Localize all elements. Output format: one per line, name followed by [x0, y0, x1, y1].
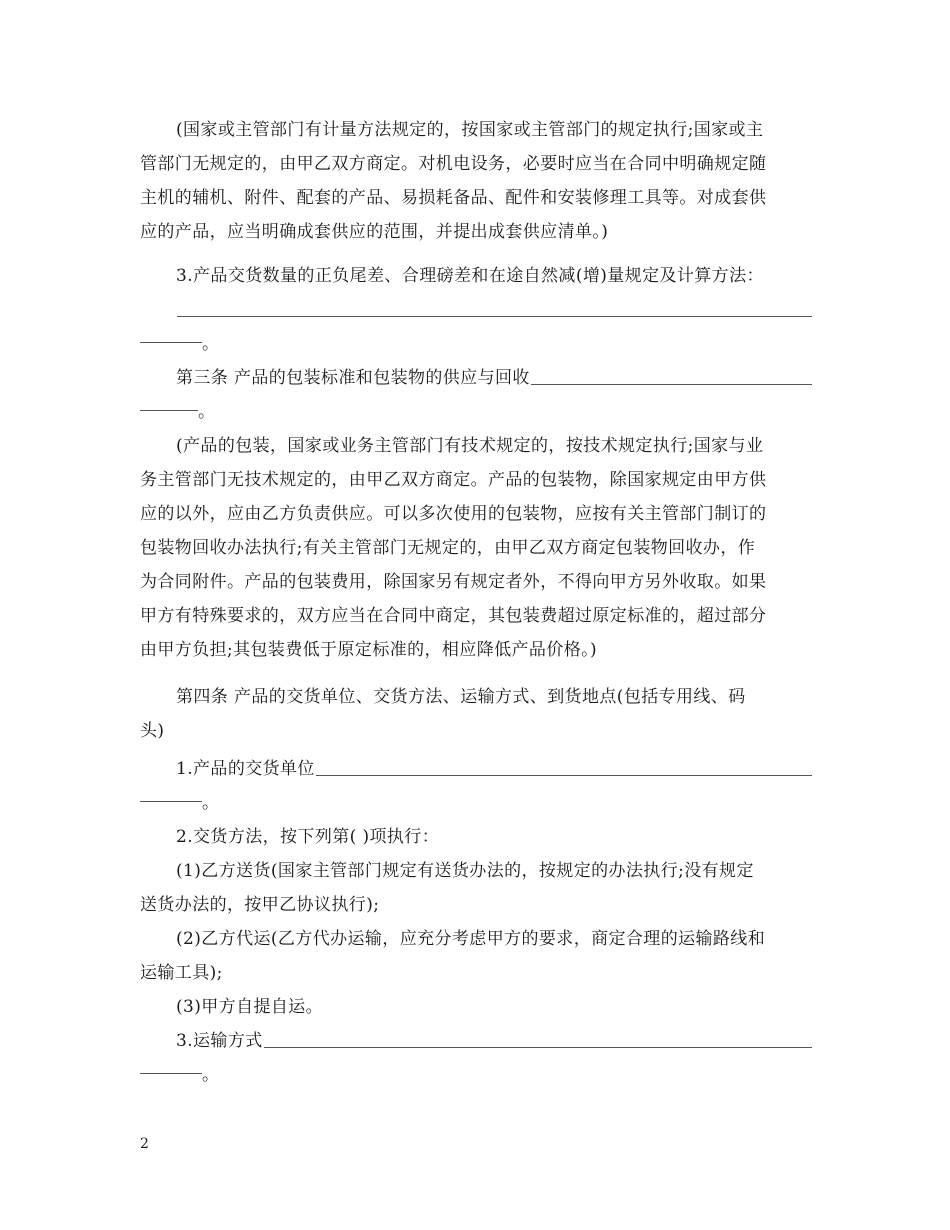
blank-underline [140, 409, 198, 411]
clause-transport-mode [140, 1024, 812, 1092]
clause-row [140, 752, 812, 786]
fill-blank-end [140, 1058, 812, 1092]
blank-underline [140, 1072, 202, 1074]
clause-quantity-tolerance [140, 259, 812, 361]
option-3-line: (3)甲方自提自运。 [176, 997, 324, 1017]
article-4-heading-cont: 头) [140, 721, 165, 741]
clause-delivery-method [140, 820, 812, 1024]
blank-underline [140, 800, 202, 802]
blank-underline [316, 775, 812, 776]
text-line: 主机的辅机、附件、配套的产品、易损耗备品、配件和安装修理工具等。对成套供 [140, 188, 767, 208]
option-2-line: 运输工具); [140, 963, 223, 983]
paragraph-measurement-note [140, 113, 812, 249]
period-mark: 。 [202, 334, 220, 354]
page-number: 2 [140, 1136, 149, 1152]
blank-underline [264, 1047, 812, 1048]
fill-blank-end [140, 327, 812, 361]
fill-blank-end [140, 786, 812, 820]
article-4-heading: 第四条 产品的交货单位、交货方法、运输方式、到货地点(包括专用线、码 [176, 687, 746, 707]
text-line: (国家或主管部门有计量方法规定的，按国家或主管部门的规定执行;国家或主 [176, 120, 764, 140]
blank-underline [177, 316, 812, 317]
article-3-packaging [140, 361, 812, 429]
text-line: 由甲方负担;其包装费低于原定标准的，相应降低产品价格。) [140, 640, 598, 660]
clause-text: 3.产品交货数量的正负尾差、合理磅差和在途自然减(增)量规定及计算方法： [176, 266, 764, 286]
clause-text: 1.产品的交货单位 [176, 759, 315, 779]
clause-delivery-unit [140, 752, 812, 820]
article-3-heading: 第三条 产品的包装标准和包装物的供应与回收 [176, 368, 530, 388]
text-line: 甲方有特殊要求的，双方应当在合同中商定，其包装费超过原定标准的，超过部分 [140, 606, 767, 626]
text-line: 应的以外，应由乙方负责供应。可以多次使用的包装物，应按有关主管部门制订的 [140, 504, 767, 524]
text-line: 应的产品，应当明确成套供应的范围，并提出成套供应清单。) [140, 222, 609, 242]
text-line: 包装物回收办法执行;有关主管部门无规定的，由甲乙双方商定包装物回收办，作 [140, 538, 756, 558]
fill-blank-line [140, 293, 812, 327]
option-1-line: 送货办法的，按甲乙协议执行); [140, 895, 380, 915]
clause-text: 2.交货方法，按下列第( )项执行： [176, 827, 440, 847]
period-mark: 。 [198, 402, 216, 422]
period-mark: 。 [202, 1065, 220, 1085]
text-line: 为合同附件。产品的包装费用，除国家另有规定者外，不得向甲方另外收取。如果 [140, 572, 767, 592]
clause-text: 3.运输方式 [176, 1031, 263, 1051]
text-line: 管部门无规定的，由甲乙双方商定。对机电设务，必要时应当在合同中明确规定随 [140, 154, 767, 174]
text-line: (产品的包装，国家或业务主管部门有技术规定的，按技术规定执行;国家与业 [176, 436, 764, 456]
article-heading-row [140, 361, 812, 395]
article-4-delivery [140, 680, 812, 748]
option-1-line: (1)乙方送货(国家主管部门规定有送货办法的，按规定的办法执行;没有规定 [176, 861, 754, 881]
text-line: 务主管部门无技术规定的，由甲乙双方商定。产品的包装物，除国家规定由甲方供 [140, 470, 767, 490]
paragraph-packaging-note [140, 429, 812, 667]
clause-row [140, 1024, 812, 1058]
fill-blank-end [140, 395, 812, 429]
option-2-line: (2)乙方代运(乙方代办运输，应充分考虑甲方的要求，商定合理的运输路线和 [176, 929, 766, 949]
blank-underline [531, 384, 812, 385]
period-mark: 。 [202, 793, 220, 813]
blank-underline [140, 341, 202, 343]
